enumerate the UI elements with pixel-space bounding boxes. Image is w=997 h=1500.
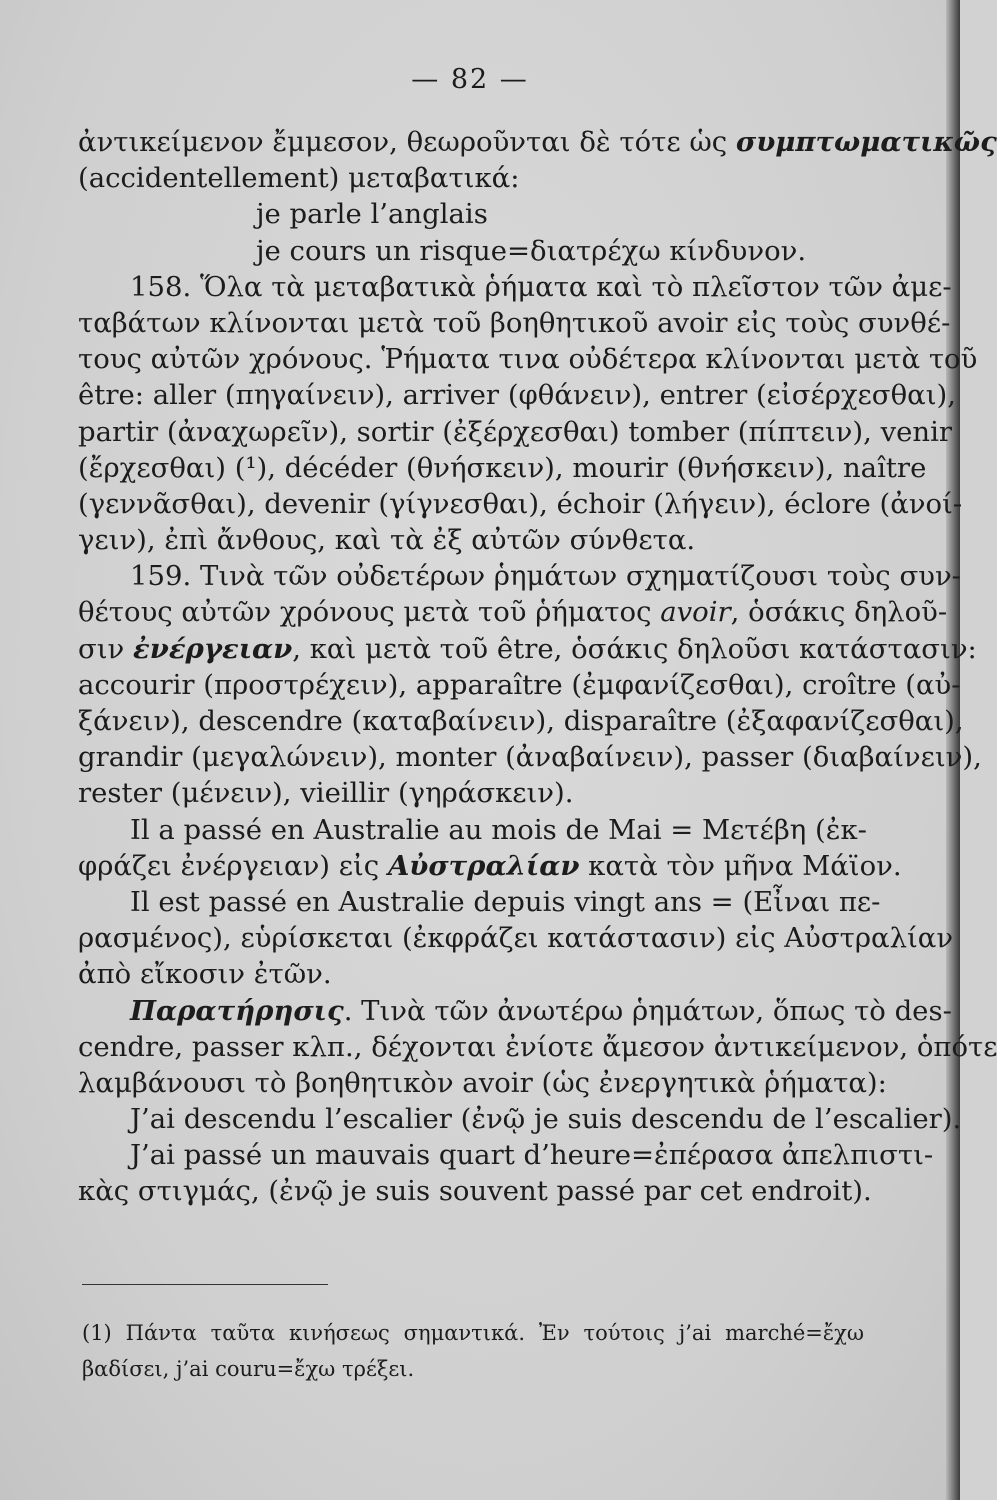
text-line bbox=[78, 196, 864, 232]
text-line bbox=[78, 124, 997, 160]
text-line bbox=[78, 233, 864, 269]
text-line bbox=[78, 305, 951, 341]
text-segment: φράζει ἐνέργειαν) εἰς bbox=[78, 849, 388, 882]
text-line bbox=[78, 667, 961, 703]
text-segment: Il est passé en Australie depuis vingt ans = (Εἶναι πε- bbox=[130, 885, 881, 918]
italic-term: avoir bbox=[660, 596, 731, 629]
text-segment: je cours un risque=διατρέχω κίνδυνον. bbox=[256, 234, 807, 267]
text-segment: ξάνειν), descendre (καταβαίνειν), disparaître (ἐξαφανίζεσθαι), bbox=[78, 705, 964, 737]
text-line bbox=[78, 1101, 962, 1137]
text-segment: . Τινὰ τῶν ἀνωτέρω ῥημάτων, ὅπως τὸ des- bbox=[343, 994, 952, 1027]
text-segment: 159. Τινὰ τῶν οὐδετέρων ῥημάτων σχηματίζουσι τοὺς συν- bbox=[130, 560, 961, 593]
text-segment: ἀπὸ εἴκοσιν ἐτῶν. bbox=[78, 958, 332, 991]
text-segment: σιν bbox=[78, 632, 134, 665]
text-line bbox=[78, 631, 977, 667]
emphasized-term: Αὐστραλίαν bbox=[387, 849, 580, 882]
text-line bbox=[78, 703, 964, 739]
text-line bbox=[78, 450, 927, 486]
text-line bbox=[78, 1065, 887, 1101]
text-line bbox=[78, 160, 864, 196]
text-line bbox=[78, 848, 902, 884]
text-segment: (ἔρχεσθαι) (¹), décéder (θνήσκειν), mourir (θνήσκειν), naître bbox=[78, 451, 927, 484]
text-line bbox=[78, 1173, 872, 1209]
text-segment: 158. Ὅλα τὰ μεταβατικὰ ῥήματα καὶ τὸ πλεῖστον τῶν ἀμε- bbox=[130, 270, 952, 303]
text-segment: , καὶ μετὰ τοῦ être, ὁσάκις δηλοῦσι κατάστασιν: bbox=[292, 632, 977, 665]
text-segment: (γεννᾶσθαι), devenir (γίγνεσθαι), échoir (λήγειν), éclore (ἀνοί- bbox=[78, 487, 963, 520]
text-segment: grandir (μεγαλώνειν), monter (ἀναβαίνειν), passer (διαβαίνειν), bbox=[78, 741, 982, 774]
text-segment: je parle l’anglais bbox=[256, 198, 488, 231]
text-segment: κατὰ τὸν μῆνα Μάϊον. bbox=[579, 849, 902, 882]
text-line bbox=[78, 956, 864, 992]
text-line bbox=[78, 993, 952, 1029]
text-segment: λαμβάνουσι τὸ βοηθητικὸν avoir (ὡς ἐνεργητικὰ ῥήματα): bbox=[78, 1066, 887, 1099]
text-line bbox=[78, 812, 867, 848]
text-segment: Il a passé en Australie au mois de Mai = Μετέβη (ἐκ- bbox=[130, 813, 867, 846]
text-line bbox=[78, 558, 961, 594]
text-line bbox=[78, 884, 881, 920]
footnote-line-2: βαδίσει, j’ai couru=ἔχω τρέξει. bbox=[82, 1357, 415, 1382]
body-text bbox=[78, 124, 997, 1210]
page-number: — 82 — bbox=[411, 64, 529, 95]
text-segment: (accidentellement) μεταβατικά: bbox=[78, 162, 520, 195]
text-segment: J’ai descendu l’escalier (ἐνῷ je suis descendu de l’escalier). bbox=[130, 1103, 962, 1136]
text-segment: θέτους αὐτῶν χρόνους μετὰ τοῦ ῥήματος bbox=[78, 596, 661, 629]
text-line bbox=[78, 269, 952, 305]
text-segment: κὰς στιγμάς, (ἐνῷ je suis souvent passé par cet endroit). bbox=[78, 1175, 872, 1208]
text-line bbox=[78, 341, 978, 377]
emphasized-term: ἐνέργειαν bbox=[133, 632, 293, 665]
emphasized-term: συμπτωματικῶς bbox=[735, 126, 997, 158]
text-segment: γειν), ἐπὶ ἄνθους, καὶ τὰ ἐξ αὐτῶν σύνθετα. bbox=[78, 524, 696, 557]
text-segment: ἀντικείμενον ἔμμεσον, θεωροῦνται δὲ τότε ὡς bbox=[78, 126, 736, 158]
text-line bbox=[78, 377, 956, 413]
text-line bbox=[78, 594, 948, 630]
text-line bbox=[78, 486, 963, 522]
text-segment: τους αὐτῶν χρόνους. Ῥήματα τινα οὐδέτερα κλίνονται μετὰ τοῦ bbox=[78, 343, 978, 376]
text-line bbox=[78, 1137, 934, 1173]
text-line bbox=[78, 775, 864, 811]
text-line bbox=[78, 920, 954, 956]
text-segment: être: aller (πηγαίνειν), arriver (φθάνειν), entrer (εἰσέρχεσθαι), bbox=[78, 379, 956, 412]
text-segment: rester (μένειν), vieillir (γηράσκειν). bbox=[78, 777, 574, 810]
text-line bbox=[78, 739, 982, 775]
emphasized-term: Παρατήρησις bbox=[130, 994, 344, 1027]
text-segment: accourir (προστρέχειν), apparaître (ἐμφανίζεσθαι), croître (αὐ- bbox=[78, 668, 961, 701]
text-segment: J’ai passé un mauvais quart d’heure=ἐπέρασα ἀπελπιστι- bbox=[130, 1139, 934, 1172]
text-segment: partir (ἀναχωρεῖν), sortir (ἐξέρχεσθαι) tomber (πίπτειν), venir bbox=[78, 415, 953, 448]
text-segment: ρασμένος), εὑρίσκεται (ἐκφράζει κατάστασιν) εἰς Αὐστραλίαν bbox=[78, 922, 954, 955]
footnote-divider bbox=[82, 1284, 328, 1285]
text-line bbox=[78, 1029, 997, 1065]
footnotes bbox=[82, 1318, 864, 1390]
text-segment: ταβάτων κλίνονται μετὰ τοῦ βοηθητικοῦ avoir εἰς τοὺς συνθέ- bbox=[78, 306, 951, 339]
text-segment: , ὁσάκις δηλοῦ- bbox=[730, 596, 948, 629]
footnote-line-1: (1) Πάντα ταῦτα κινήσεως σημαντικά. Ἐν τούτοις j’ai marché=ἔχω bbox=[82, 1321, 864, 1345]
text-line bbox=[78, 522, 864, 558]
text-segment: cendre, passer κλπ., δέχονται ἐνίοτε ἄμεσον ἀντικείμενον, ὁπότε bbox=[78, 1030, 997, 1063]
text-line bbox=[78, 414, 953, 450]
